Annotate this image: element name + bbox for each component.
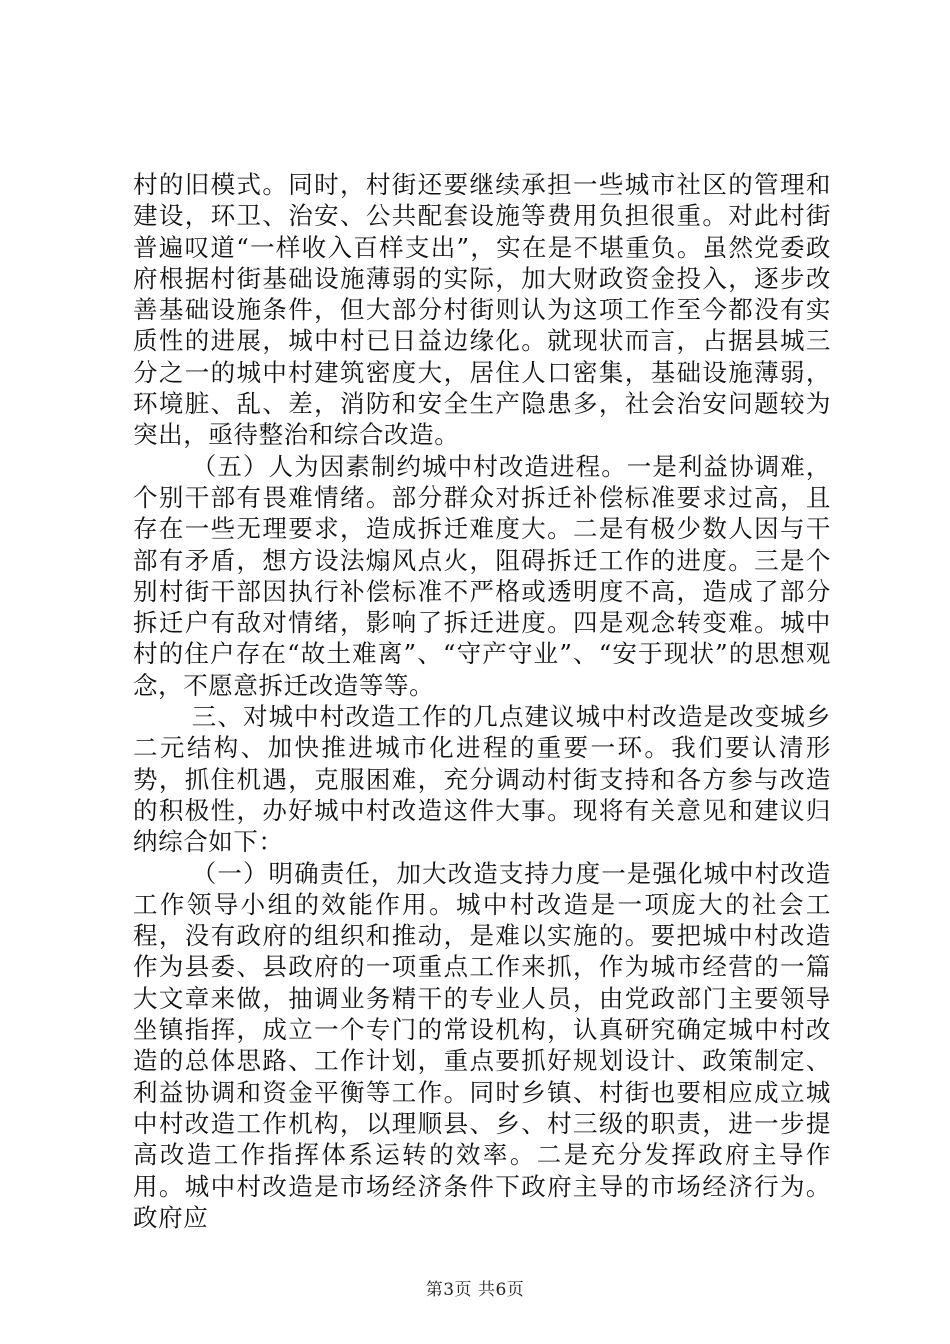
paragraph-subsection-one: （一）明确责任，加大改造支持力度一是强化城中村改造工作领导小组的效能作用。城中村改造是一项庞大的社会工程，没有政府的组织和推动，是难以实施的。要把城中村改造作为县委、县政府的一项重点工作来抓，作为城市经营的一篇大文章来做，抽调业务精干的专业人员，由党政部门主要领导坐镇指挥，成立一个专门的常设机构，认真研究确定城中村改造的总体思路、工作计划，重点要抓好规划设计、政策制定、利益协调和资金平衡等工作。同时乡镇、村街也要相应成立城中村改造工作机构，以理顺县、乡、村三级的职责，进一步提高改造工作指挥体系运转的效率。二是充分发挥政府主导作用。城中村改造是市场经济条件下政府主导的市场经济行为。政府应 (133, 858, 831, 1232)
paragraph-section-five: （五）人为因素制约城中村改造进程。一是利益协调难，个别干部有畏难情绪。部分群众对拆迁补偿标准要求过高，且存在一些无理要求，造成拆迁难度大。二是有极少数人因与干部有矛盾，想方设法煽风点火，阻碍拆迁工作的进度。三是个别村街干部因执行补偿标准不严格或透明度不高，造成了部分拆迁户有敌对情绪，影响了拆迁进度。四是观念转变难。城中村的住户存在“故土难离”、“守产守业”、“安于现状”的思想观念，不愿意拆迁改造等等。 (133, 451, 831, 700)
page-number-footer: 第3页 共6页 (425, 1280, 525, 1300)
paragraph-continued: 村的旧模式。同时，村街还要继续承担一些城市社区的管理和建设，环卫、治安、公共配套设施等费用负担很重。对此村街普遍叹道“一样收入百样支出”，实在是不堪重负。虽然党委政府根据村街基础设施薄弱的实际，加大财政资金投入，逐步改善基础设施条件，但大部分村街则认为这项工作至今都没有实质性的进展，城中村已日益边缘化。就现状而言，占据县城三分之一的城中村建筑密度大，居住人口密集，基础设施薄弱，环境脏、乱、差，消防和安全生产隐患多，社会治安问题较为突出，亟待整治和综合改造。 (133, 170, 831, 450)
document-body (133, 169, 831, 1233)
paragraph-section-three-heading: 三、对城中村改造工作的几点建议城中村改造是改变城乡二元结构、加快推进城市化进程的重要一环。我们要认清形势，抓住机遇，克服困难，充分调动村街支持和各方参与改造的积极性，办好城中村改造这件大事。现将有关意见和建议归纳综合如下： (133, 702, 831, 857)
